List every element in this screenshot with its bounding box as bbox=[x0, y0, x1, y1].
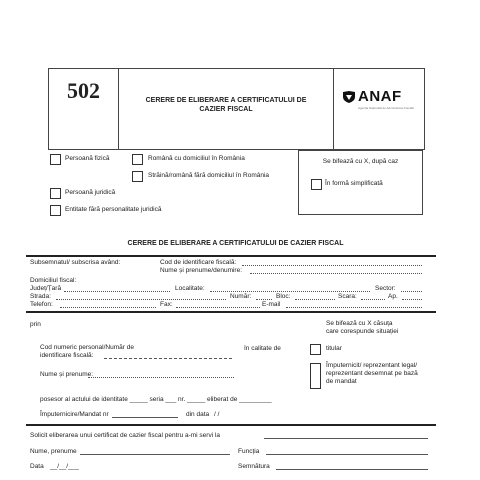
applicant-bottom-rule bbox=[26, 311, 436, 313]
email-field[interactable] bbox=[286, 307, 422, 308]
titular-label: titular bbox=[326, 345, 342, 352]
proxy-nume-label: Nume și prenume: bbox=[40, 371, 94, 378]
form-title-line2: CAZIER FISCAL bbox=[199, 106, 253, 113]
applicant-top-rule bbox=[26, 255, 436, 257]
persoana-juridica-label: Persoană juridică bbox=[65, 189, 116, 196]
data-field[interactable]: __/__/___ bbox=[50, 463, 79, 470]
proxy-bottom-rule bbox=[26, 424, 436, 426]
imputernicit-line2: reprezentant desemnat pe bază bbox=[326, 370, 418, 377]
fax-field[interactable] bbox=[176, 307, 260, 308]
sector-field[interactable] bbox=[401, 291, 422, 292]
titular-checkbox[interactable] bbox=[310, 344, 321, 355]
subsemnatul-label: Subsemnatul/ subscrisa având: bbox=[30, 259, 121, 266]
judet-label: Județ/Țară bbox=[30, 285, 62, 292]
nume-prenume-label: Nume și prenume/denumire: bbox=[160, 267, 243, 274]
localitate-field[interactable] bbox=[210, 291, 370, 292]
calitate-label: în calitate de bbox=[244, 345, 281, 352]
numar-label: Număr: bbox=[230, 293, 252, 300]
strada-field[interactable] bbox=[56, 299, 226, 300]
scara-field[interactable] bbox=[361, 299, 385, 300]
form-number: 502 bbox=[67, 78, 100, 103]
anaf-logo-subtitle: Agenția Națională de Administrare Fiscală bbox=[358, 106, 414, 110]
functia-field[interactable] bbox=[266, 454, 428, 455]
straina-checkbox[interactable] bbox=[132, 171, 143, 182]
footer-nume-field[interactable] bbox=[80, 454, 230, 455]
header-divider-right bbox=[333, 68, 334, 149]
posesor-text: posesor al actului de identitate _____ seria ___ nr. _____ eliberat de _________ bbox=[40, 396, 272, 403]
mandat-label: Împuternicire/Mandat nr bbox=[40, 411, 109, 418]
bloc-label: Bloc: bbox=[276, 293, 291, 300]
fax-label: Fax: bbox=[160, 301, 173, 308]
entitate-label: Entitate fără personalitate juridică bbox=[65, 206, 162, 213]
domiciliul-label: Domiciliul fiscal: bbox=[30, 277, 77, 284]
solicit-text: Solicit eliberarea unui certificat de cazier fiscal pentru a-mi servi la bbox=[30, 432, 221, 439]
ap-field[interactable] bbox=[402, 299, 422, 300]
bifeaza-situatie-line2: care corespunde situației bbox=[326, 328, 399, 335]
telefon-field[interactable] bbox=[60, 307, 156, 308]
anaf-logo bbox=[342, 88, 420, 114]
section-title: CERERE DE ELIBERARE A CERTIFICATULUI DE CAZIER FISCAL bbox=[127, 240, 344, 247]
telefon-label: Telefon: bbox=[30, 301, 53, 308]
forma-simplificata-checkbox[interactable] bbox=[311, 179, 322, 190]
bloc-field[interactable] bbox=[295, 299, 335, 300]
din-data-field[interactable]: / / bbox=[214, 411, 220, 418]
data-label: Data bbox=[30, 463, 44, 470]
persoana-fizica-checkbox[interactable] bbox=[50, 154, 61, 165]
bifeaza-situatie-line1: Se bifează cu X căsuța bbox=[326, 320, 393, 327]
email-label: E-mail bbox=[262, 301, 281, 308]
strada-label: Strada: bbox=[30, 293, 51, 300]
functia-label: Funcția bbox=[238, 448, 260, 455]
semnatura-label: Semnătura bbox=[238, 463, 270, 470]
cnp-label-line1: Cod numeric personal/Număr de bbox=[40, 344, 134, 351]
footer-nume-label: Nume, prenume bbox=[30, 448, 77, 455]
ap-label: Ap. bbox=[388, 293, 398, 300]
anaf-logo-text: ANAF bbox=[358, 88, 402, 105]
imputernicit-line3: de mandat bbox=[326, 378, 357, 385]
semnatura-field[interactable] bbox=[276, 469, 428, 470]
form-title-line1: CERERE DE ELIBERARE A CERTIFICATULUI DE bbox=[145, 97, 307, 104]
scara-label: Scara: bbox=[338, 293, 357, 300]
forma-simplificata-label: În formă simplificată bbox=[325, 180, 383, 187]
bifeaza-note: Se bifează cu X, după caz bbox=[322, 158, 399, 165]
imputernicit-line1: Împuternicit/ reprezentant legal/ bbox=[326, 362, 418, 369]
cnp-field[interactable] bbox=[104, 358, 232, 359]
numar-field[interactable] bbox=[256, 299, 272, 300]
localitate-label: Localitate: bbox=[175, 285, 205, 292]
proxy-nume-field[interactable] bbox=[88, 377, 234, 378]
romana-domiciliu-checkbox[interactable] bbox=[132, 154, 143, 165]
din-data-label: din data bbox=[186, 411, 210, 418]
mandat-field[interactable] bbox=[112, 417, 178, 418]
entitate-checkbox[interactable] bbox=[50, 205, 61, 216]
imputernicit-checkbox[interactable] bbox=[310, 363, 321, 389]
cod-identificare-field[interactable] bbox=[242, 265, 422, 266]
solicit-field[interactable] bbox=[264, 438, 428, 439]
straina-label: Străină/română fără domiciliul în România bbox=[148, 172, 270, 179]
cnp-label-line2: identificare fiscală: bbox=[40, 352, 94, 359]
persoana-juridica-checkbox[interactable] bbox=[50, 188, 61, 199]
sector-label: Sector: bbox=[375, 285, 396, 292]
nume-prenume-field[interactable] bbox=[250, 273, 422, 274]
judet-field[interactable] bbox=[64, 291, 170, 292]
cod-identificare-label: Cod de identificare fiscală: bbox=[160, 259, 237, 266]
persoana-fizica-label: Persoană fizică bbox=[65, 155, 110, 162]
prin-label: prin bbox=[30, 321, 41, 328]
anaf-shield-icon bbox=[342, 90, 356, 104]
romana-domiciliu-label: Română cu domiciliul în România bbox=[148, 155, 245, 162]
